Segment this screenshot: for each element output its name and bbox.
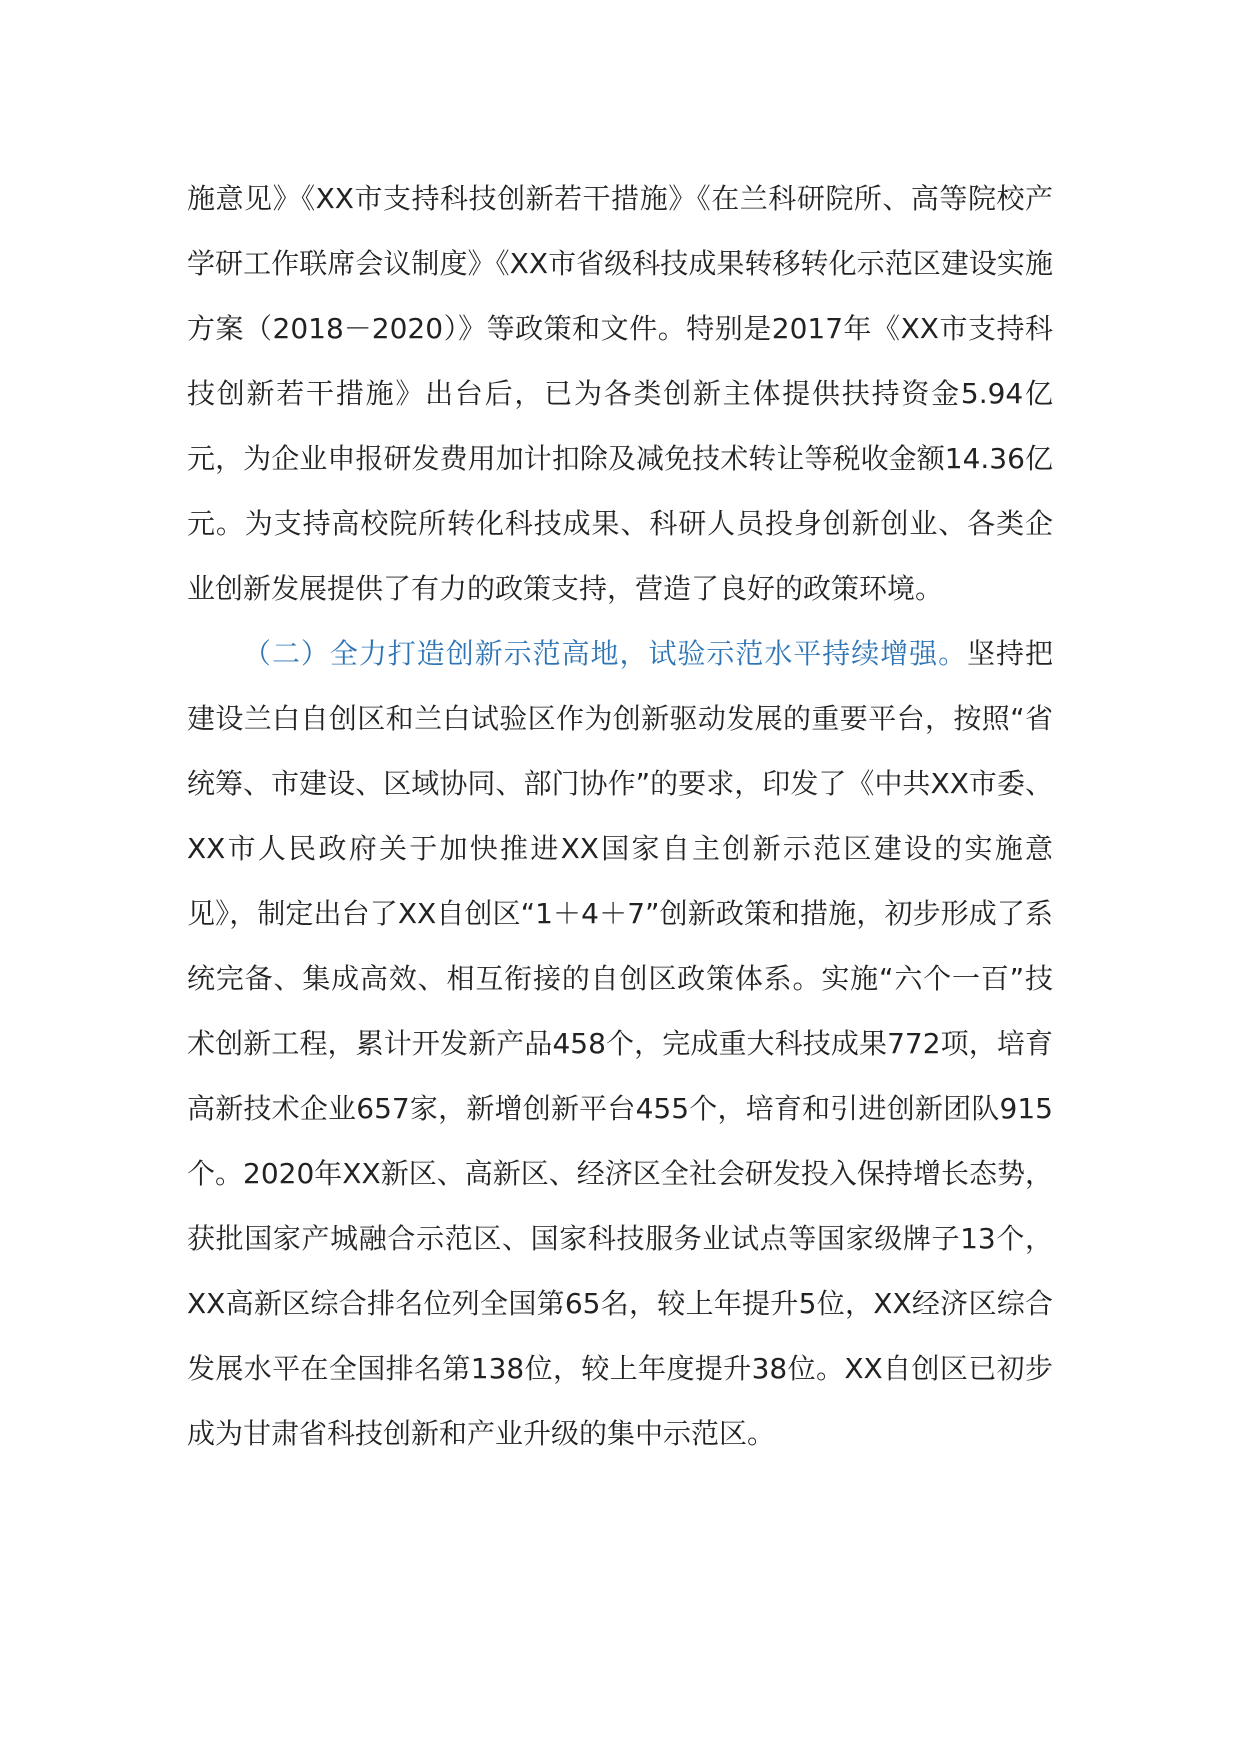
- paragraph-policy-support: 施意见》《XX市支持科技创新若干措施》《在兰科研院所、高等院校产学研工作联席会议制度》《XX市省级科技成果转移转化示范区建设实施方案（2018－2020）》等政策和文件。特别是2017年《XX市支持科技创新若干措施》出台后，已为各类创新主体提供扶持资金5.94亿元，为企业申报研发费用加计扣除及减免技术转让等税收金额14.36亿元。为支持高校院所转化科技成果、科研人员投身创新创业、各类企业创新发展提供了有力的政策支持，营造了良好的政策环境。: [187, 182, 1053, 605]
- paragraph-innovation-demonstration: [187, 621, 1053, 1466]
- section-body: 坚持把建设兰白自创区和兰白试验区作为创新驱动发展的重要平台，按照“省统筹、市建设、区域协同、部门协作”的要求，印发了《中共XX市委、XX市人民政府关于加快推进XX国家自主创新示范区建设的实施意见》，制定出台了XX自创区“1＋4＋7”创新政策和措施，初步形成了系统完备、集成高效、相互衔接的自创区政策体系。实施“六个一百”技术创新工程，累计开发新产品458个，完成重大科技成果772项，培育高新技术企业657家，新增创新平台455个，培育和引进创新团队915个。2020年XX新区、高新区、经济区全社会研发投入保持增长态势，获批国家产城融合示范区、国家科技服务业试点等国家级牌子13个，XX高新区综合排名位列全国第65名，较上年提升5位，XX经济区综合发展水平在全国排名第138位，较上年度提升38位。XX自创区已初步成为甘肃省科技创新和产业升级的集中示范区。: [187, 637, 1053, 1450]
- document-page: [187, 166, 1053, 1466]
- section-heading: （二）全力打造创新示范高地，试验示范水平持续增强。: [243, 637, 968, 670]
